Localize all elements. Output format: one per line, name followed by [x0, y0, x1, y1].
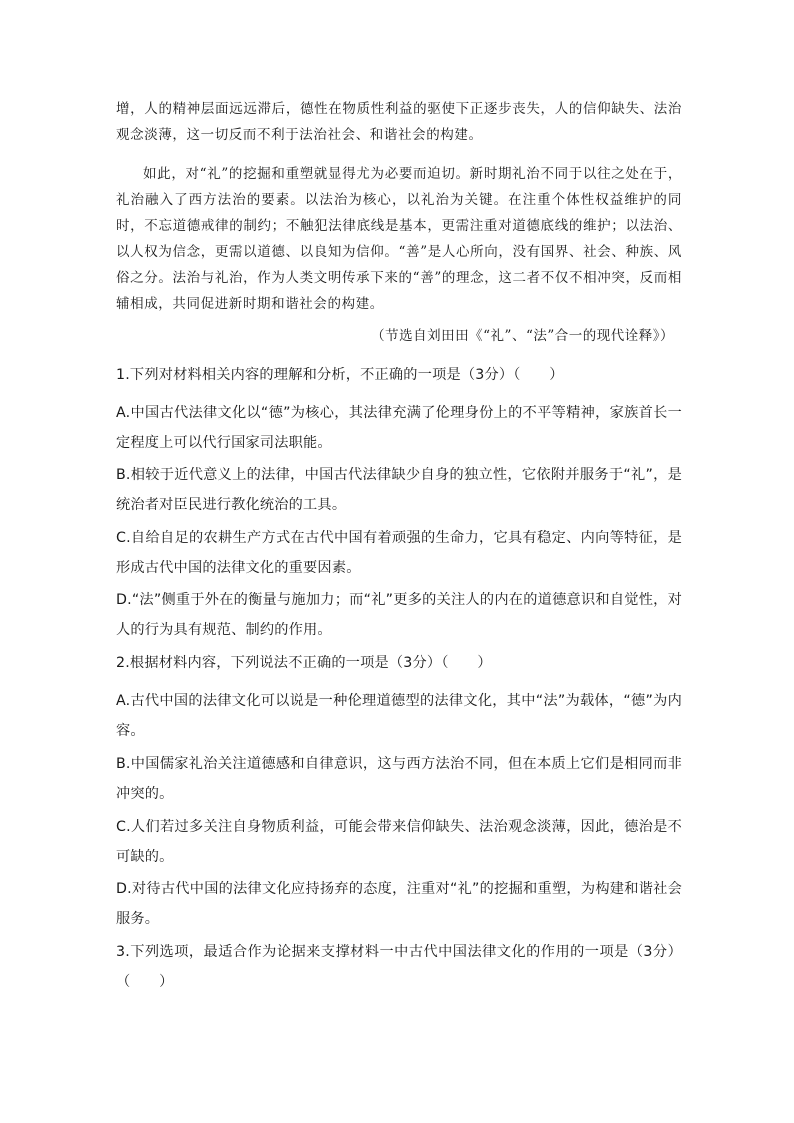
passage-source: （节选自刘田田《“礼”、“法”合一的现代诠释》）	[371, 328, 674, 344]
question-1-option-a: A.中国古代法律文化以“德”为核心，其法律充满了伦理身份上的不平等精神，家族首长一定程度上可以代行国家司法职能。	[116, 405, 682, 451]
question-2-option-c: C.人们若过多关注自身物质利益，可能会带来信仰缺失、法治观念淡薄，因此，德治是不可缺的。	[116, 819, 682, 865]
question-2-stem: 2.根据材料内容，下列说法不正确的一项是（3分）（ ）	[116, 655, 492, 671]
question-2-option-b: B.中国儒家礼治关注道德感和自律意识，这与西方法治不同，但在本质上它们是相同而非冲突的。	[116, 756, 682, 802]
question-3-stem: 3.下列选项，最适合作为论据来支撑材料一中古代中国法律文化的作用的一项是（3分）（ ）	[116, 944, 682, 990]
passage-paragraph-2: 如此，对“礼”的挖掘和重塑就显得尤为必要而迫切。新时期礼治不同于以往之处在于，礼治融入了西方法治的要素。以法治为核心，以礼治为关键。在注重个体性权益维护的同时，不忘道德戒律的制约；不触犯法律底线是基本，更需注重对道德底线的维护；以法治、以人权为信念，更需以道德、以良知为信仰。“善”是人心所向，没有国界、社会、种族、风俗之分。法治与礼治，作为人类文明传承下来的“善”的理念，这二者不仅不相冲突，反而相辅相成，共同促进新时期和谐社会的构建。	[116, 166, 682, 312]
question-2-option-d: D.对待古代中国的法律文化应持扬弃的态度，注重对“礼”的挖掘和重塑，为构建和谐社会服务。	[116, 881, 682, 927]
question-1-option-d: D.“法”侧重于外在的衡量与施加力；而“礼”更多的关注人的内在的道德意识和自觉性，对人的行为具有规范、制约的作用。	[116, 592, 682, 638]
question-1-option-c: C.自给自足的农耕生产方式在古代中国有着顽强的生命力，它具有稳定、内向等特征，是形成古代中国的法律文化的重要因素。	[116, 530, 682, 576]
question-1-option-b: B.相较于近代意义上的法律，中国古代法律缺少自身的独立性，它依附并服务于“礼”，是统治者对臣民进行教化统治的工具。	[116, 467, 682, 513]
passage-paragraph-1: 增，人的精神层面远远滞后，德性在物质性利益的驱使下正逐步丧失，人的信仰缺失、法治观念淡薄，这一切反而不利于法治社会、和谐社会的构建。	[116, 101, 682, 143]
question-2-option-a: A.古代中国的法律文化可以说是一种伦理道德型的法律文化，其中“法”为载体，“德”为内容。	[116, 693, 682, 739]
question-1-stem: 1.下列对材料相关内容的理解和分析，不正确的一项是（3分）（ ）	[116, 367, 564, 383]
